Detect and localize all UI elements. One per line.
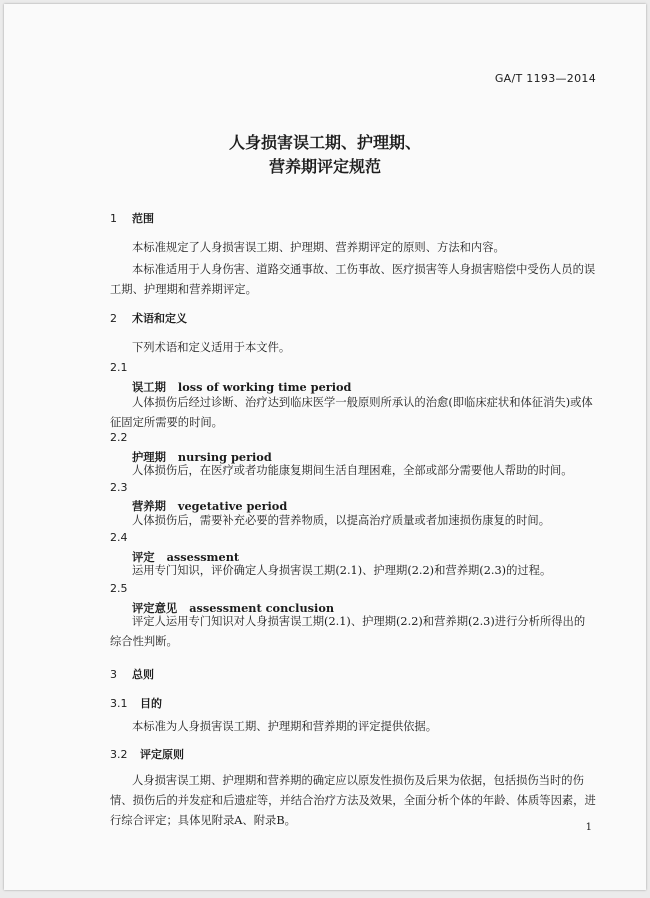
standard-code: GA/T 1193—2014 <box>494 72 596 85</box>
section-title: 评定原则 <box>140 748 184 761</box>
title-line-1: 人身损害误工期、护理期、 <box>228 133 421 152</box>
term-number: 2.2 <box>110 431 128 444</box>
term-definition: 人体损伤后经过诊断、治疗达到临床医学一般原则所承认的治愈(即临床症状和体征消失)或体征固定所需要的时间。 <box>110 396 593 429</box>
term-number: 2.5 <box>110 582 128 595</box>
term-name-zh: 误工期 <box>132 381 166 394</box>
page-number: 1 <box>585 822 592 833</box>
term-number: 2.3 <box>110 481 128 494</box>
term-number: 2.1 <box>110 361 128 374</box>
scope-paragraph-1: 本标准规定了人身损害误工期、护理期、营养期评定的原则、方法和内容。 <box>132 241 505 254</box>
section-2-heading <box>110 310 187 326</box>
section-number: 3.1 <box>110 697 128 710</box>
subsection-3-2-heading <box>110 746 184 762</box>
term-name-zh: 护理期 <box>132 451 166 464</box>
principle-paragraph: 人身损害误工期、护理期和营养期的确定应以原发性损伤及后果为依据，包括损伤当时的伤情、损伤后的并发症和后遗症等，并结合治疗方法及效果，全面分析个体的年龄、体质等因素，进行综合评定；具体见附录A、附录B。 <box>110 774 596 827</box>
section-title: 目的 <box>140 697 162 710</box>
purpose-paragraph: 本标准为人身损害误工期、护理期和营养期的评定提供依据。 <box>132 720 438 733</box>
term-name-en: vegetative period <box>177 499 288 513</box>
scope-paragraph-2: 本标准适用于人身伤害、道路交通事故、工伤事故、医疗损害等人身损害赔偿中受伤人员的误工期、护理期和营养期评定。 <box>110 263 596 296</box>
term-definition: 评定人运用专门知识对人身损害误工期(2.1)、护理期(2.2)和营养期(2.3)进行分析所得出的综合性判断。 <box>110 615 586 648</box>
title-line-2: 营养期评定规范 <box>268 157 381 176</box>
section-3-heading <box>110 666 154 682</box>
term-number: 2.4 <box>110 531 128 544</box>
term-name-zh: 评定 <box>132 551 155 564</box>
section-title: 总则 <box>132 668 154 681</box>
section-number: 1 <box>110 212 117 225</box>
section-number: 2 <box>110 312 117 325</box>
section-1-heading <box>110 210 154 226</box>
term-definition: 人体损伤后，需要补充必要的营养物质，以提高治疗质量或者加速损伤康复的时间。 <box>132 514 550 527</box>
term-definition: 人体损伤后，在医疗或者功能康复期间生活自理困难，全部或部分需要他人帮助的时间。 <box>132 464 573 477</box>
term-name-en: assessment <box>166 550 240 564</box>
document-page <box>4 4 646 890</box>
terms-intro: 下列术语和定义适用于本文件。 <box>132 341 291 354</box>
term-name-en: nursing period <box>177 450 272 464</box>
term-name-en: assessment conclusion <box>189 601 335 615</box>
section-number: 3.2 <box>110 748 128 761</box>
term-name-zh: 营养期 <box>132 500 166 513</box>
section-number: 3 <box>110 668 117 681</box>
section-title: 范围 <box>132 212 154 225</box>
term-name-zh: 评定意见 <box>132 602 178 615</box>
subsection-3-1-heading <box>110 695 162 711</box>
term-name-en: loss of working time period <box>177 380 352 394</box>
section-title: 术语和定义 <box>132 312 187 325</box>
term-definition: 运用专门知识，评价确定人身损害误工期(2.1)、护理期(2.2)和营养期(2.3)的过程。 <box>132 564 552 577</box>
